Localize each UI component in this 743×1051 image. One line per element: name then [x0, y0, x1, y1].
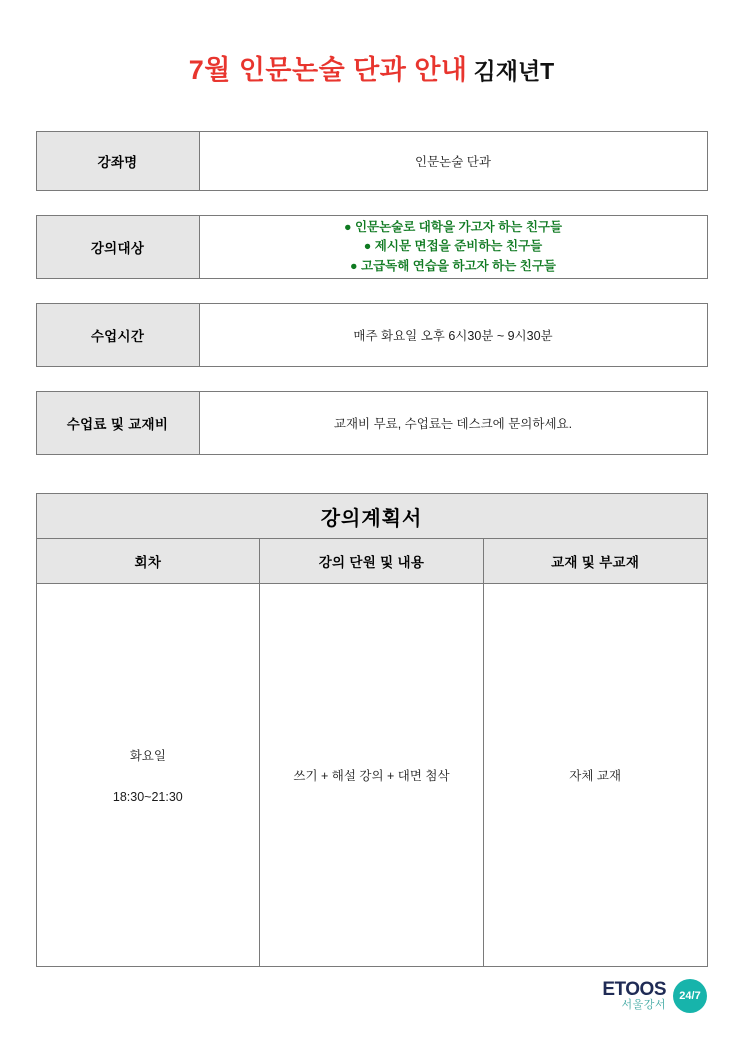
- footer-logo: [602, 979, 707, 1013]
- page-title: [0, 0, 743, 87]
- badge-24-7-icon: 24/7: [673, 979, 707, 1013]
- info-label-course-name: 강좌명: [36, 132, 199, 191]
- list-item: ● 인문논술로 대학을 가고자 하는 친구들: [343, 219, 563, 234]
- info-block-course-name: [0, 131, 743, 191]
- info-table-class-time: [36, 303, 708, 367]
- cell-round: [36, 584, 260, 967]
- cell-round-time: 18:30~21:30: [112, 790, 183, 804]
- info-value-class-time: 매주 화요일 오후 6시30분 ~ 9시30분: [199, 304, 707, 367]
- info-table-fees: [36, 391, 708, 455]
- column-header-unit: 강의 단원 및 내용: [260, 539, 484, 584]
- info-label-target: 강의대상: [36, 216, 199, 279]
- info-block-target: [0, 215, 743, 279]
- logo-brand: ETOOS: [602, 979, 666, 1001]
- list-item: ● 고급독해 연습을 하고자 하는 친구들: [349, 258, 557, 273]
- info-value-course-name: 인문논술 단과: [199, 132, 707, 191]
- info-label-class-time: 수업시간: [36, 304, 199, 367]
- table-row: [36, 304, 707, 367]
- lesson-plan-title: 강의계획서: [36, 494, 707, 539]
- logo-branch: 서울강서: [621, 999, 666, 1012]
- logo-text: [602, 980, 666, 1011]
- target-bullet-list: [200, 218, 707, 276]
- info-value-target: [199, 216, 707, 279]
- table-row: [36, 216, 707, 279]
- page-title-teacher: 김재년T: [473, 58, 555, 84]
- column-header-book: 교재 및 부교재: [483, 539, 707, 584]
- table-row: [36, 392, 707, 455]
- info-table-course-name: [36, 131, 708, 191]
- info-block-class-time: [0, 303, 743, 367]
- lesson-plan-section: [0, 493, 743, 967]
- info-label-fees: 수업료 및 교재비: [36, 392, 199, 455]
- table-row: [36, 132, 707, 191]
- cell-content: 쓰기 + 해설 강의 + 대면 첨삭: [260, 584, 484, 967]
- lesson-plan-table: [36, 493, 708, 967]
- table-row: [36, 584, 707, 967]
- cell-book: 자체 교재: [483, 584, 707, 967]
- info-table-target: [36, 215, 708, 279]
- cell-round-day: 화요일: [129, 749, 166, 763]
- page-title-main: 7월 인문논술 단과 안내: [188, 55, 468, 85]
- info-block-fees: [0, 391, 743, 455]
- lesson-plan-header-row: [36, 539, 707, 584]
- column-header-round: 회차: [36, 539, 260, 584]
- list-item: ● 제시문 면접을 준비하는 친구들: [363, 239, 543, 254]
- info-value-fees: 교재비 무료, 수업료는 데스크에 문의하세요.: [199, 392, 707, 455]
- lesson-plan-title-row: [36, 494, 707, 539]
